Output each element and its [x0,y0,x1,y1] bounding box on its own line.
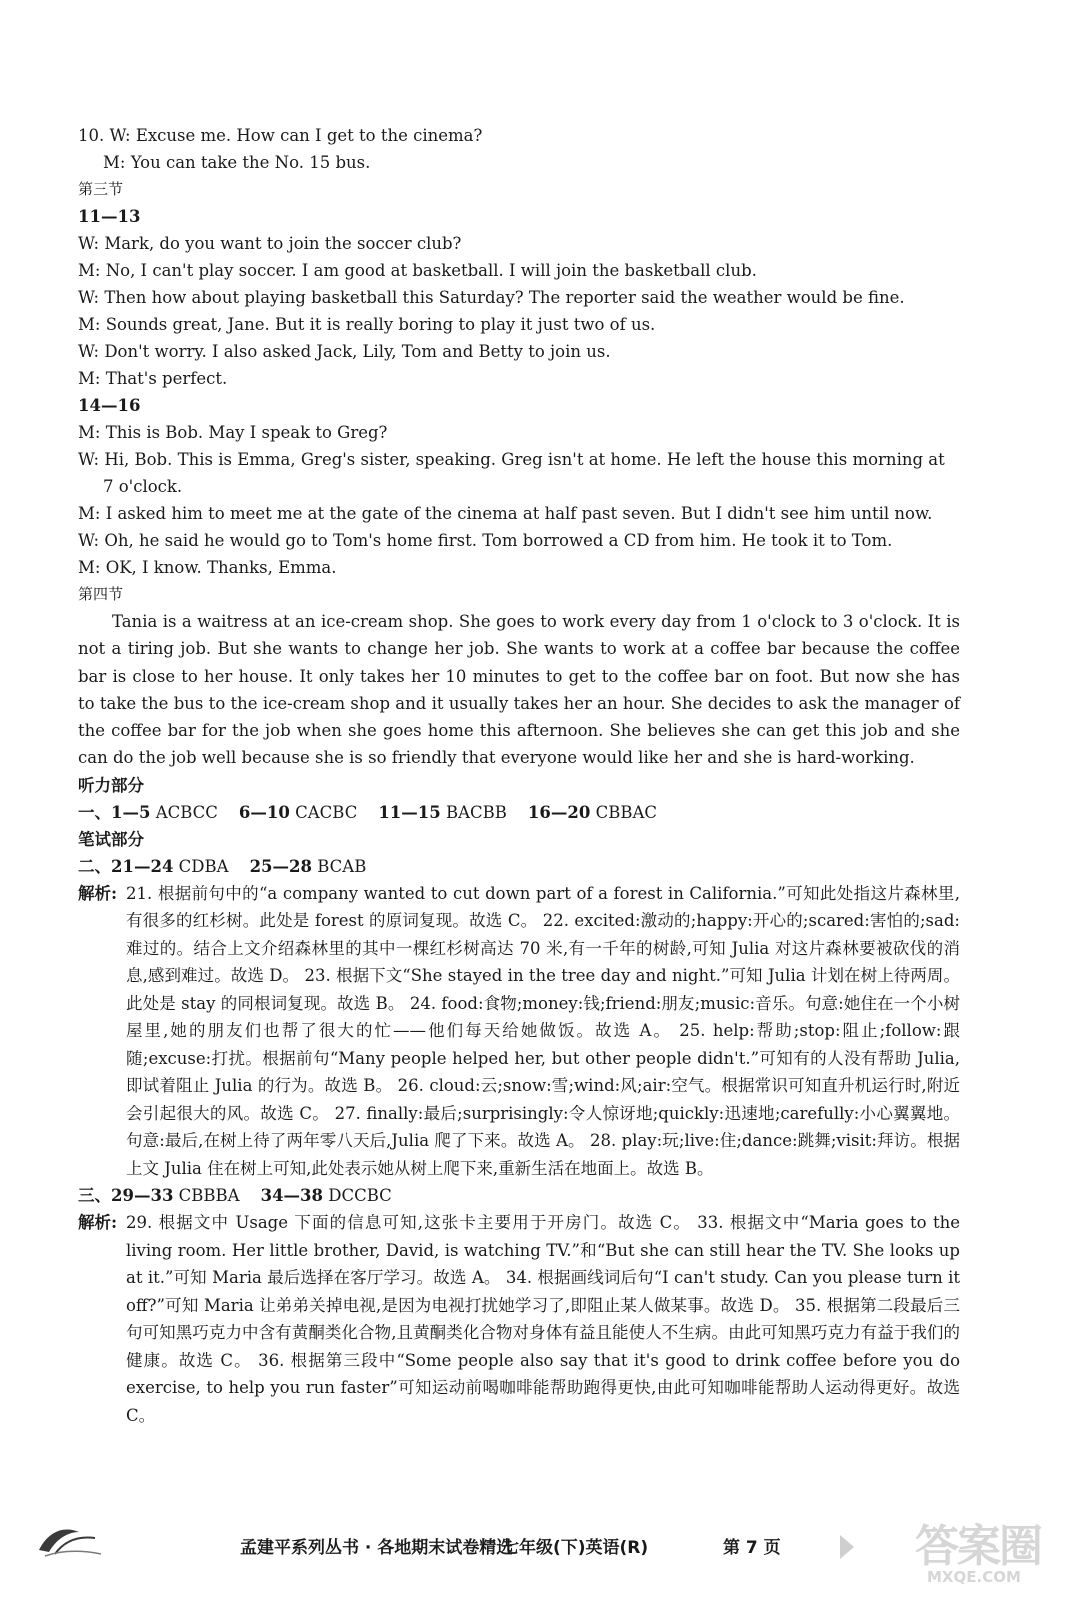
group-11-13-range: 11—13 [78,207,141,226]
written-title: 笔试部分 [78,829,144,849]
answer-key: 6—10 [238,802,290,822]
part2-explanation [78,880,960,1183]
answer-value: CDBA [173,856,229,876]
answer-key: 一、1—5 [78,802,151,822]
dialogue-line: M: This is Bob. May I speak to Greg? [78,423,388,442]
dialogue-line: M: OK, I know. Thanks, Emma. [78,558,337,577]
explanation-text: 21. 根据前句中的“a company wanted to cut down part of a forest in California.”可知此处指这片森林里,有很多的红杉树。此处是 forest 的原词复现。故选 C。 22. excited:激动的;happy:开心的;scared:害怕的;sad:难过的。结合上文介绍森林里的其中一棵红杉树高达 70 米,有一千年的树龄,可知 Julia 对这片森林要被砍伐的消息,感到难过。故选 D。 23. 根据下文“She stayed in the tree day and night.”可知 Julia 计划在树上待两周。此处是 stay 的同根词复现。故选 B。 24. food:食物;money:钱;friend:朋友;music:音乐。句意:她住在一个小树屋里,她的朋友们也帮了很大的忙——他们每天给她做饭。故选 A。 25. help:帮助;stop:阻止;follow:跟随;excuse:打扰。根据前句“Many people helped her, but other people didn't.”可知有的人没有帮助 Julia,即试着阻止 Julia 的行为。故选 B。 26. cloud:云;snow:雪;wind:风;air:空气。根据常识可知直升机运行时,附近会引起很大的风。故选 C。 27. finally:最后;surprisingly:令人惊讶地;quickly:迅速地;carefully:小心翼翼地。句意:最后,在树上待了两年零八天后,Julia 爬了下来。故选 A。 28. play:玩;live:住;dance:跳舞;visit:拜访。根据上文 Julia 住在树上可知,此处表示她从树上爬下来,重新生活在地面上。故选 B。 [126,883,960,1178]
dialogue-line: M: That's perfect. [78,369,228,388]
q10-m: M: You can take the No. 15 bus. [103,153,371,172]
explanation-label: 解析: [78,883,118,903]
watermark-logo: 答案圈 [915,1521,1041,1572]
answer-value: CBBAC [590,802,658,822]
page-number: 第 7 页 [723,1538,781,1558]
page-footer [150,1529,870,1563]
dialogue-line-cont: 7 o'clock. [103,477,183,496]
listening-title: 听力部分 [78,775,144,795]
section-4-title: 第四节 [78,585,124,603]
listening-passage: Tania is a waitress at an ice-cream shop. She goes to work every day from 1 o'clock to 3 o'clock. It is not a tiring job. But she wants to change her job. She wants to work at a coffee bar because the coffee bar is close to her house. It only takes her 10 minutes to get to the coffee bar on foot. But now she has to take the bus to the ice-cream shop and it usually takes her an hour. She decides to ask the manager of the coffee bar for the job when she goes home this afternoon. She believes she can get this job and she can do the job well because she is so friendly that everyone would like her and she is hard-working. [78,612,960,768]
answer-value: BACBB [440,802,507,822]
answer-value: ACBCC [150,802,218,822]
document-page [78,122,960,1429]
answer-value: DCCBC [323,1186,392,1206]
answer-key: 34—38 [260,1186,324,1206]
answer-key: 11—15 [378,802,441,822]
answer-value: CACBC [289,802,358,822]
answer-key: 二、21—24 [78,856,174,876]
answer-key: 三、29—33 [78,1186,174,1206]
q10-w: 10. W: Excuse me. How can I get to the cinema? [78,126,483,145]
dialogue-line: W: Then how about playing basketball this Saturday? The reporter said the weather would be fine. [78,288,905,307]
answer-value: CBBBA [173,1186,240,1206]
dialogue-line: W: Don't worry. I also asked Jack, Lily, Tom and Betty to join us. [78,342,611,361]
watermark-url: MXQE.COM [927,1568,1021,1586]
group-14-16-range: 14—16 [78,396,141,415]
explanation-label: 解析: [78,1213,118,1233]
answer-key: 25—28 [249,856,312,876]
watermark [915,1510,1075,1590]
listening-answers [78,799,960,826]
part3-explanation [78,1209,960,1429]
footer-arrow-icon [840,1535,854,1559]
answer-key: 16—20 [527,802,591,822]
section-3-title: 第三节 [78,180,124,198]
dialogue-line: M: No, I can't play soccer. I am good at basketball. I will join the basketball club. [78,261,757,280]
publisher-logo-icon [35,1520,105,1560]
explanation-text: 29. 根据文中 Usage 下面的信息可知,这张卡主要用于开房门。故选 C。 33. 根据文中“Maria goes to the living room. Her little brother, David, is watching TV.”和“But she can still hear the TV. She looks up at it.”可知 Maria 最后选择在客厅学习。故选 A。 34. 根据画线词后句“I can't study. Can you please turn it off?”可知 Maria 让弟弟关掉电视,是因为电视打扰她学习了,即阻止某人做某事。故选 D。 35. 根据第二段最后三句可知黑巧克力中含有黄酮类化合物,且黄酮类化合物对身体有益且能使人不生病。由此可知黑巧克力有益于我们的健康。故选 C。 36. 根据第三段中“Some people also say that it's good to drink coffee before you do exercise, to help you run faster”可知运动前喝咖啡能帮助跑得更快,由此可知咖啡能帮助人运动得更好。故选 C。 [126,1213,960,1425]
part2-answers [78,853,960,880]
dialogue-line: M: I asked him to meet me at the gate of the cinema at half past seven. But I didn't see him until now. [78,504,933,523]
dialogue-line: W: Hi, Bob. This is Emma, Greg's sister, speaking. Greg isn't at home. He left the house this morning at [78,450,945,469]
dialogue-line: W: Mark, do you want to join the soccer club? [78,234,462,253]
part3-answers [78,1182,960,1209]
answer-value: BCAB [312,856,367,876]
book-series: 孟建平系列丛书 · 各地期末试卷精选 [240,1538,514,1558]
grade-subject: 七年级(下)英语(R) [502,1538,649,1558]
dialogue-line: M: Sounds great, Jane. But it is really boring to play it just two of us. [78,315,656,334]
dialogue-line: W: Oh, he said he would go to Tom's home first. Tom borrowed a CD from him. He took it to Tom. [78,531,893,550]
